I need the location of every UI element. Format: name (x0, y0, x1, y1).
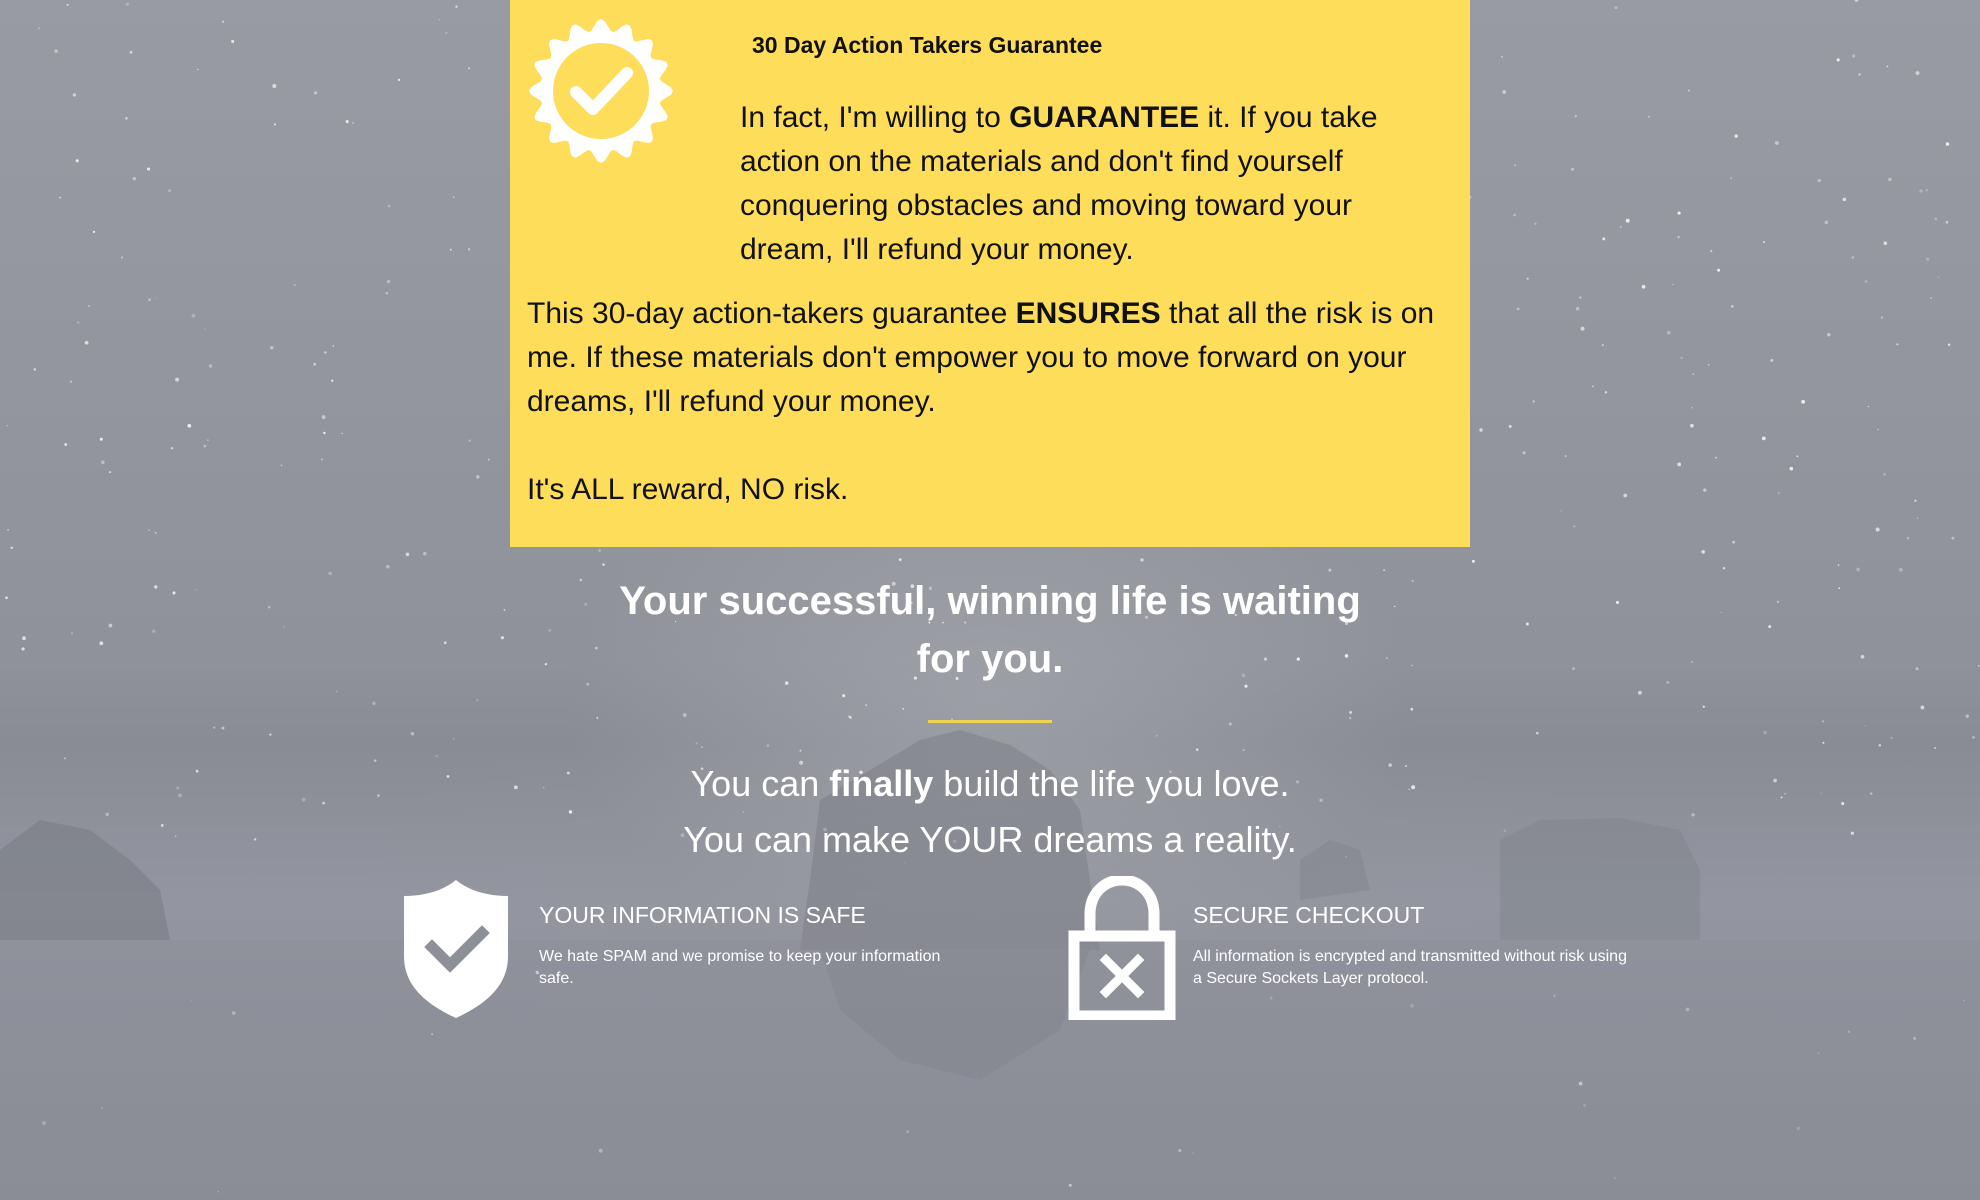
guarantee-title: 30 Day Action Takers Guarantee (752, 32, 1103, 58)
subheadline-line-2: You can make YOUR dreams a reality. (683, 819, 1297, 860)
secure-checkout-title: SECURE CHECKOUT (1193, 902, 1425, 928)
guarantee-paragraph-1 (740, 96, 1450, 272)
padlock-icon (1068, 876, 1176, 1020)
guarantee-para1-text-end: it. If you take action on the materials and don't find yourself conquering obstacles and moving toward your dream, I'll refund your money. (740, 101, 1378, 266)
finally-emphasis: finally (829, 763, 934, 804)
subheadline-text: You can (690, 763, 830, 804)
guarantee-paragraph-3: It's ALL reward, NO risk. (527, 473, 849, 506)
guarantee-emphasis: GUARANTEE (1009, 101, 1200, 134)
headline (560, 572, 1420, 688)
guarantee-para2-text: This 30-day action-takers guarantee (527, 297, 1016, 330)
shield-check-icon (402, 878, 510, 1020)
headline-line-2: for you. (916, 637, 1064, 681)
safe-info-title: YOUR INFORMATION IS SAFE (539, 902, 866, 928)
guarantee-para2-text-end: that all the risk is on me. If these materials don't empower you to move forward on your dreams, I'll refund your money. (527, 297, 1435, 418)
check-seal-icon (526, 16, 676, 166)
subheadline-text-end: build the life you love. (933, 763, 1290, 804)
guarantee-para1-text: In fact, I'm willing to (740, 101, 1010, 134)
safe-info-text: We hate SPAM and we promise to keep your information safe. (539, 948, 941, 987)
subheadline (490, 756, 1490, 868)
guarantee-paragraph-2 (527, 292, 1457, 424)
headline-divider (928, 720, 1052, 723)
ensures-emphasis: ENSURES (1015, 297, 1161, 330)
guarantee-box (510, 0, 1470, 547)
headline-line-1: Your successful, winning life is waiting (619, 579, 1361, 623)
subheadline-line-1 (490, 756, 1490, 812)
secure-checkout-text: All information is encrypted and transmitted without risk using a Secure Sockets Layer protocol. (1193, 948, 1627, 987)
